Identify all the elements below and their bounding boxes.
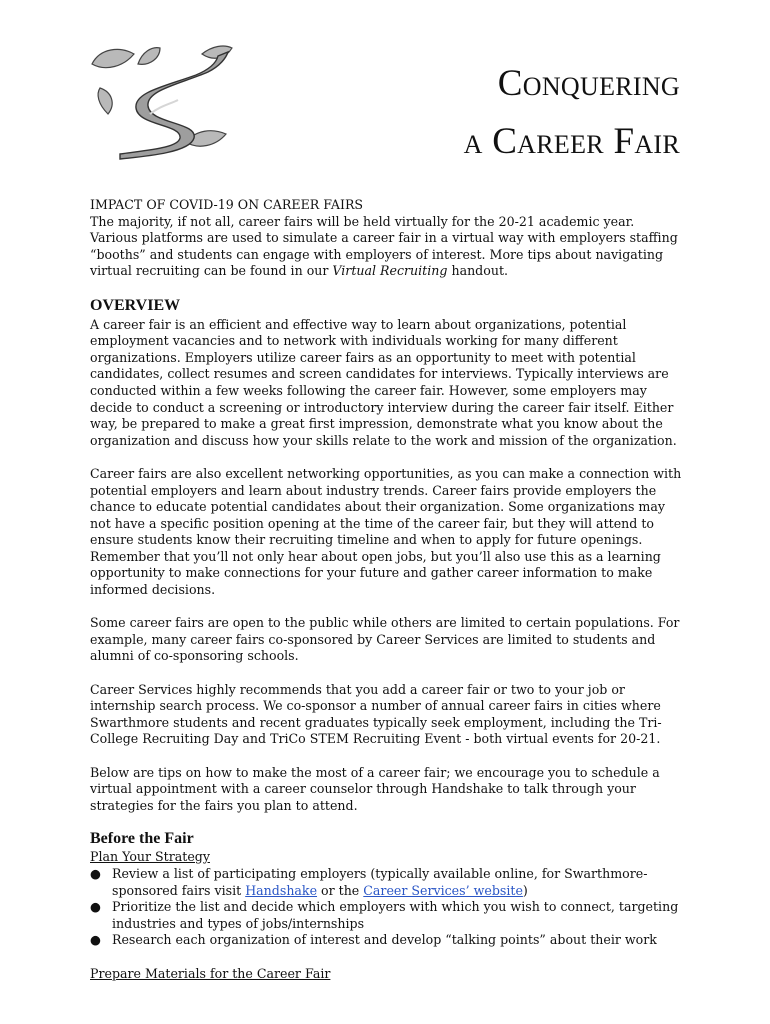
swirl-leaves-logo-icon [90,44,240,162]
list-item-text: Prioritize the list and decide which employers with which you wish to connect, targeting industries and types of jobs/internships [112,899,679,931]
overview-paragraph: Below are tips on how to make the most of a career fair; we encourage you to schedule a virtual appointment with a career counselor through Handshake to talk through your strategies for the fairs you plan to attend. [90,764,660,813]
covid-heading: IMPACT OF COVID-19 ON CAREER FAIRS [90,197,364,212]
bullet-icon: ● [90,932,101,948]
list-item-text: or the [317,882,364,898]
page-title-line2: a Career Fair [463,121,680,162]
overview-heading: OVERVIEW [90,296,181,314]
overview-paragraph: Career Services highly recommends that you add a career fair or two to your job or internship search process. We co-sponsor a number of annual career fairs in cities where Swarthmore students and recent graduates typically seek employment, including the Tri-College Recruiting Day and TriCo STEM Recruiting Event - both virtual events for 20-21. [90,681,662,747]
before-fair-heading: Before the Fair [90,830,194,848]
bullet-icon: ● [90,899,101,915]
list-item-text: ) [522,882,528,898]
page-title [464,55,680,171]
overview-paragraph: A career fair is an efficient and effective way to learn about organizations, potential employment vacancies and to network with individuals working for many different organizations. Employers utilize career fairs as an opportunity to meet with potential candidates, collect resumes and screen candidates for interviews. Typically interviews are conducted within a few weeks following the career fair. However, some employers may decide to conduct a screening or introductory interview during the career fair itself. Either way, be prepared to make a great first impression, demonstrate what you know about the organization and discuss how your skills relate to the work and mission of the organization. [90,316,677,448]
list-item [90,866,685,899]
bullet-icon: ● [90,865,101,881]
plan-strategy-subheading: Plan Your Strategy [90,849,210,865]
covid-paragraph [90,214,685,280]
strategy-list [90,866,685,949]
document-body [90,197,685,982]
handshake-link[interactable]: Handshake [245,882,318,898]
list-item-text: Research each organization of interest and develop “talking points” about their work [112,932,657,948]
list-item-text: Review a list of participating employers (typically available online, for Swarthmore-sponsored fairs visit [112,865,648,898]
list-item [90,899,685,932]
overview-paragraph: Career fairs are also excellent networking opportunities, as you can make a connection with potential employers and learn about industry trends. Career fairs provide employers the chance to educate potential candidates about their organization. Some organizations may not have a specific position opening at the time of the career fair, but they will attend to ensure students know their recruiting timeline and when to apply for future openings. Remember that you’ll not only hear about open jobs, but you’ll also use this as a learning opportunity to make connections for your future and gather career information to make informed decisions. [90,465,682,598]
list-item [90,932,685,949]
page-title-line1: Conquering [497,63,680,104]
virtual-recruiting-title: Virtual Recruiting [332,263,448,279]
covid-body-end: handout. [447,263,509,279]
covid-body-text: The majority, if not all, career fairs will be held virtually for the 20-21 academic year. Various platforms are used to simulate a career fair in a virtual way with employers staffing “booths” and students can engage with employers of interest. More tips about navigating virtual recruiting can be found in our [90,213,678,279]
prepare-materials-subheading: Prepare Materials for the Career Fair [90,965,331,981]
career-services-website-link[interactable]: Career Services’ website [363,882,523,898]
overview-paragraph: Some career fairs are open to the public while others are limited to certain populations. For example, many career fairs co-sponsored by Career Services are limited to students and alumni of co-sponsoring schools. [90,615,680,664]
